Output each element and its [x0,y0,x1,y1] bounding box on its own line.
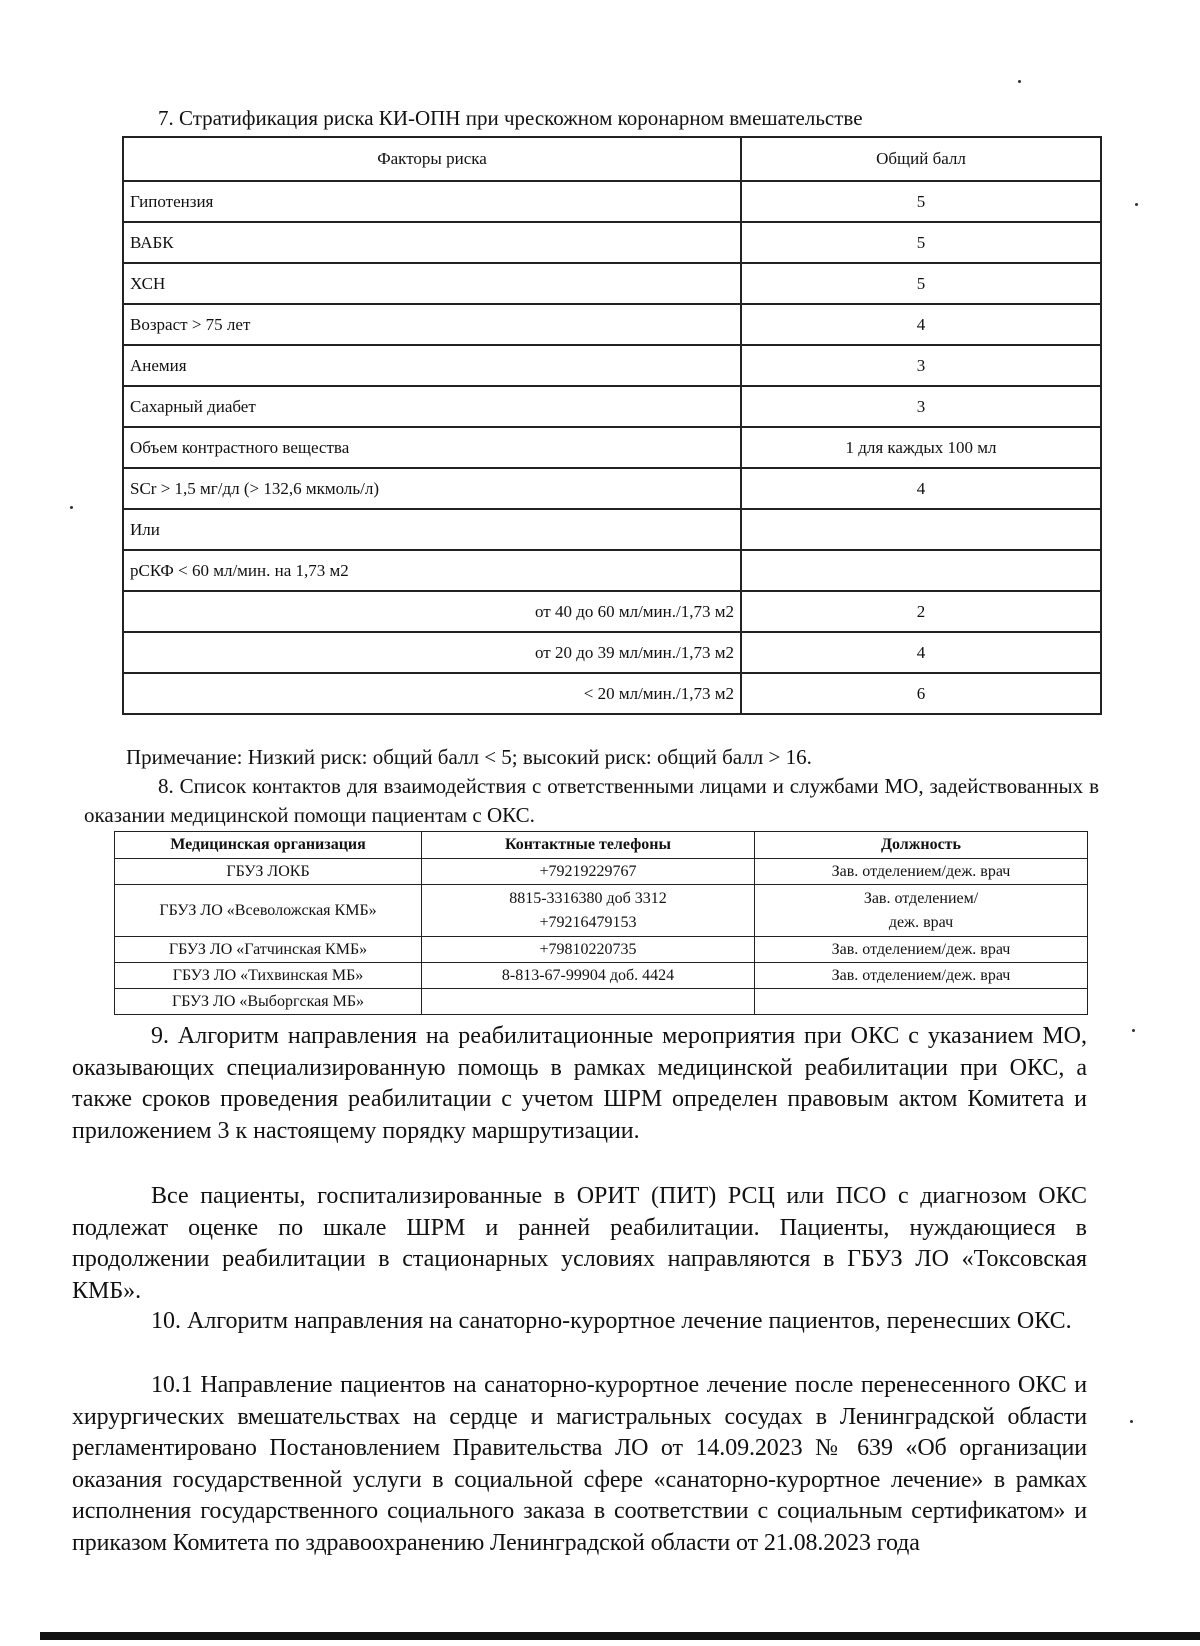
header-risk-factors: Факторы риска [123,137,741,181]
header-phones: Контактные телефоны [422,832,755,859]
risk-score: 6 [741,673,1101,714]
table-row [123,386,1101,427]
table-row [123,304,1101,345]
contact-phone: +79810220735 [422,937,755,963]
scan-speck [1135,203,1138,206]
contact-phone: +79216479153 [539,913,637,931]
table-header-row [115,832,1088,859]
risk-score: 4 [741,304,1101,345]
paragraph-10: 10. Алгоритм направления на санаторно-курортное лечение пациентов, перенесших ОКС. [151,1308,1072,1334]
risk-factor: < 20 мл/мин./1,73 м2 [123,673,741,714]
risk-factor: ХСН [123,263,741,304]
table-row [115,885,1088,937]
contact-org: ГБУЗ ЛО «Гатчинская КМБ» [115,937,422,963]
table-row [115,859,1088,885]
contact-position: Зав. отделением/деж. врач [755,937,1088,963]
risk-factor: от 40 до 60 мл/мин./1,73 м2 [123,591,741,632]
contacts-table [114,831,1088,1015]
scan-speck [1132,1029,1135,1032]
risk-score: 2 [741,591,1101,632]
table-row [123,632,1101,673]
scan-border-bar [40,1632,1200,1640]
contact-phone [422,989,755,1015]
section-8-text: 8. Список контактов для взаимодействия с ответственными лицами и службами МО, задействованных в оказании медицинской помощи пациентам с ОКС. [84,774,1099,827]
table-row [123,345,1101,386]
risk-score: 1 для каждых 100 мл [741,427,1101,468]
contact-position: Зав. отделением/деж. врач [755,963,1088,989]
scan-speck [70,506,73,509]
paragraph-10-1: 10.1 Направление пациентов на санаторно-курортное лечение после перенесенного ОКС и хирургических вмешательствах на сердце и магистральных сосудах в Ленинградской области регламентировано Постановлением Правительства ЛО от 14.09.2023 № 639 «Об организации оказания государственной услуги в социальной сфере «санаторно-курортное лечение» в рамках исполнения государственного социального заказа в соответствии с социальным сертификатом» и приказом Комитета по здравоохранению Ленинградской области от 21.08.2023 года [72,1372,1087,1556]
risk-factor: ВАБК [123,222,741,263]
header-total-score: Общий балл [741,137,1101,181]
table-row [123,181,1101,222]
header-position: Должность [755,832,1088,859]
paragraph-9: 9. Алгоритм направления на реабилитационные мероприятия при ОКС с указанием МО, оказывающих специализированную помощь в рамках медицинской реабилитации при ОКС, а также сроков проведения реабилитации с учетом ШРМ определен правовым актом Комитета и приложением 3 к настоящему порядку маршрутизации. [72,1023,1087,1144]
contact-phones-cell [422,885,755,937]
table-row [115,989,1088,1015]
table-row [123,673,1101,714]
risk-score [741,509,1101,550]
risk-score: 5 [741,181,1101,222]
risk-factor: от 20 до 39 мл/мин./1,73 м2 [123,632,741,673]
risk-factor: Анемия [123,345,741,386]
risk-factor: Или [123,509,741,550]
contact-org: ГБУЗ ЛО «Выборгская МБ» [115,989,422,1015]
table-row [115,963,1088,989]
contact-org: ГБУЗ ЛО «Тихвинская МБ» [115,963,422,989]
risk-factor: Объем контрастного вещества [123,427,741,468]
table-row [123,591,1101,632]
risk-factor: SCr > 1,5 мг/дл (> 132,6 мкмоль/л) [123,468,741,509]
table-row [123,427,1101,468]
table-row [123,509,1101,550]
contact-org: ГБУЗ ЛОКБ [115,859,422,885]
table-row [123,468,1101,509]
contact-position: деж. врач [888,913,954,931]
paragraph-9-patients: Все пациенты, госпитализированные в ОРИТ (ПИТ) РСЦ или ПСО с диагнозом ОКС подлежат оценке по шкале ШРМ и ранней реабилитации. Пациенты, нуждающиеся в продолжении реабилитации в стационарных условиях направляются в ГБУЗ ЛО «Токсовская КМБ». [72,1183,1087,1304]
risk-score: 4 [741,632,1101,673]
contact-phone: 8815-3316380 доб 3312 [509,889,667,907]
scan-speck [1018,80,1021,83]
risk-score: 5 [741,263,1101,304]
scan-speck [1130,1420,1133,1423]
risk-score: 3 [741,345,1101,386]
risk-factor: Возраст > 75 лет [123,304,741,345]
risk-note: Примечание: Низкий риск: общий балл < 5; высокий риск: общий балл > 16. [126,745,812,769]
contact-phone: 8-813-67-99904 доб. 4424 [422,963,755,989]
contact-phone: +79219229767 [422,859,755,885]
risk-factor: рСКФ < 60 мл/мин. на 1,73 м2 [123,550,741,591]
risk-factor: Гипотензия [123,181,741,222]
risk-table [122,136,1102,715]
contact-position-cell [755,885,1088,937]
table-row [123,550,1101,591]
header-organization: Медицинская организация [115,832,422,859]
risk-factor: Сахарный диабет [123,386,741,427]
section-7-title: 7. Стратификация риска КИ-ОПН при чрескожном коронарном вмешательстве [158,106,863,130]
table-row [115,937,1088,963]
risk-score [741,550,1101,591]
risk-score: 4 [741,468,1101,509]
contact-org: ГБУЗ ЛО «Всеволожская КМБ» [115,885,422,937]
table-row [123,222,1101,263]
risk-score: 3 [741,386,1101,427]
risk-score: 5 [741,222,1101,263]
contact-position: Зав. отделением/ [863,889,979,907]
contact-position [755,989,1088,1015]
contact-position: Зав. отделением/деж. врач [755,859,1088,885]
table-row [123,263,1101,304]
table-header-row [123,137,1101,181]
